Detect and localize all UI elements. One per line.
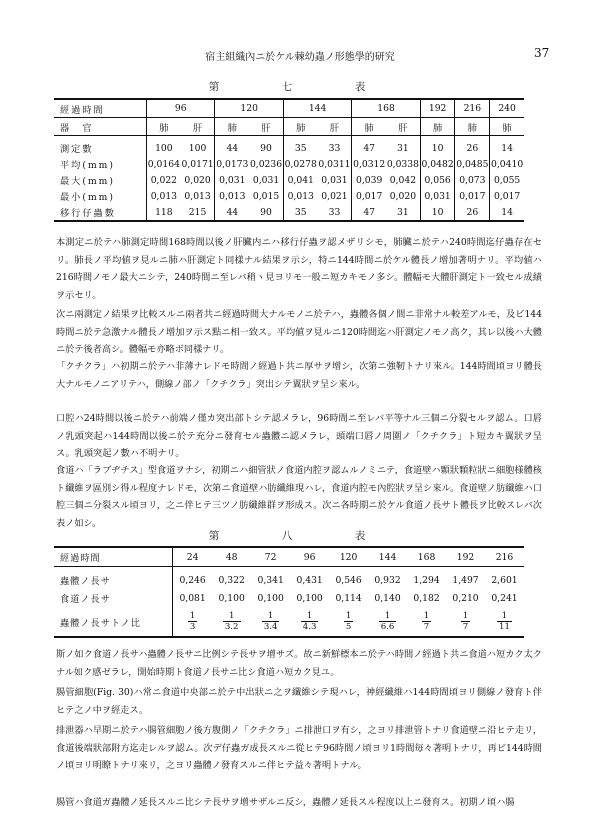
ratio-fraction: $\frac{1}{6.6}$ <box>380 611 395 632</box>
table7-row-label: 最大(mm) <box>54 172 147 188</box>
table7-cell: 0,031 <box>420 188 455 204</box>
table8-cell: 0,114 <box>335 592 362 604</box>
table7-cell: 0,022 <box>150 174 178 186</box>
table7-cell: 0,042 <box>386 172 420 188</box>
table7-cell: 0,0236 <box>249 156 283 172</box>
body-paragraph: 食道ハ「ラブヂチス」型食道ヲナシ，初期ニハ細管狀ノ食道内腔ヲ認ムルノミニテ，食道壁ハ顆狀顆粒狀ニ細胞様體核ト纖維ヲ區別シ得ル程度ナレドモ，次第ニ食道壁ハ肪纖維現ハレ，食道内腔モ內腔狀ヲ呈シ來ル。食道壁ノ肪纖維ハ口腔三個ニ分裂スル頃ヨリ，之ニ伴ヒテ三ツノ肪纖維群ヲ形成ス。次ニ各時期ニ於ケル食道ノ長サト體長ヲ比較スレバ次表ノ如シ。 <box>56 465 542 529</box>
table7-row-label: 平均(mm) <box>54 156 147 172</box>
table7-row-label: 移行仔蟲數 <box>54 204 147 221</box>
table7-cell: 0,017 <box>455 188 490 204</box>
table7-cell: 0,021 <box>318 188 352 204</box>
table7-row-label: 最小(mm) <box>54 188 147 204</box>
ratio-fraction: $\frac{1}{11}$ <box>499 611 510 632</box>
table7-cell: 33 <box>318 140 352 156</box>
table8-cell: 0,100 <box>257 592 284 604</box>
page-number: 37 <box>534 46 550 60</box>
table8-time-label: 經過時間 <box>54 547 173 567</box>
table7-cell: 90 <box>249 204 283 221</box>
table7-organ-cell: 肺 <box>147 118 181 136</box>
table7-cell: 0,0312 <box>353 158 386 170</box>
table8-time-header: 120 <box>329 547 368 567</box>
table7-cell: 0,013 <box>150 190 178 202</box>
table8-row-label: 蟲體ノ長サトノ比 <box>54 607 173 637</box>
table7-time-label: 經過時間 <box>54 99 147 118</box>
table7-time-header: 216 <box>455 99 490 118</box>
table8-cell: 0,210 <box>452 592 479 604</box>
table8-cell: 0,100 <box>218 592 245 604</box>
table7-cell: 0,0278 <box>284 158 317 170</box>
table7-cell: 0,013 <box>181 188 215 204</box>
table7-cell: 0,0482 <box>420 156 455 172</box>
ratio-fraction: $\frac{1}{3.4}$ <box>263 611 278 632</box>
table-row <box>54 140 524 156</box>
table7-cell: 0,055 <box>493 174 521 186</box>
ratio-fraction: $\frac{1}{7}$ <box>462 611 469 632</box>
table8-row-label: 蟲體ノ長サ <box>54 571 173 589</box>
table7-cell: 0,031 <box>249 172 283 188</box>
table8-time-header: 216 <box>485 547 524 567</box>
table8-row-label: 食道ノ長サ <box>54 589 173 607</box>
table7-organ-cell: 肝 <box>249 118 283 136</box>
table7-organ-cell: 肺 <box>490 118 524 136</box>
table-row <box>54 204 524 221</box>
table7-cell: 0,0171 <box>181 156 215 172</box>
table7-cell: 0,020 <box>181 172 215 188</box>
table7-time-header: 120 <box>215 99 283 118</box>
body-paragraph: 斯ノ如ク食道ノ長サハ蟲體ノ長サニ比例シテ長サヲ增サズ。故ニ新鮮標本ニ於テハ時間ノ經過ト共ニ食道ハ短カク太クナル如ク感ゼラレ，開始時期ト食道ノ長サニ比シ食道ハ短カク見ユ。 <box>56 649 542 678</box>
ratio-fraction: $\frac{1}{7}$ <box>423 611 430 632</box>
table8-cell: 0,246 <box>179 574 206 586</box>
table8-time-header: 144 <box>368 547 407 567</box>
table7-organ-cell: 肺 <box>420 118 455 136</box>
table7-cell: 90 <box>249 140 283 156</box>
table7-cell: 0,015 <box>249 188 283 204</box>
table8-cell: 1,294 <box>413 574 440 586</box>
table7-cell: 0,013 <box>219 190 246 202</box>
table7-organ-cell: 肝 <box>318 118 352 136</box>
table7-cell: 0,0164 <box>147 158 180 170</box>
table7-cell: 0,017 <box>356 190 383 202</box>
table-row <box>54 589 524 607</box>
table8-cell: 0,140 <box>374 592 401 604</box>
table7-organ-cell: 肺 <box>455 118 490 136</box>
table7-cell: 47 <box>363 206 376 218</box>
table7-cell: 0,0338 <box>386 156 420 172</box>
ratio-fraction: $\frac{1}{4.3}$ <box>302 611 317 632</box>
ratio-fraction: $\frac{1}{5}$ <box>345 611 352 632</box>
table8-cell: 0,081 <box>179 592 206 604</box>
table7-cell: 47 <box>363 142 376 154</box>
table8-cell: 0,182 <box>413 592 440 604</box>
table8-cell: 0,431 <box>296 574 323 586</box>
table-row <box>54 156 524 172</box>
table8-cell: 0,341 <box>257 574 284 586</box>
table7-organ-cell: 肺 <box>283 118 317 136</box>
table7-cell: 0,0173 <box>216 158 249 170</box>
table7-cell: 0,031 <box>219 174 246 186</box>
table7-cell: 31 <box>386 140 420 156</box>
table7-cell: 0,073 <box>455 172 490 188</box>
table-8 <box>54 546 524 638</box>
running-title: 宿主組織內ニ於ケル棘幼蟲ノ形態學的研究 <box>205 52 395 63</box>
table7-cell: 26 <box>455 204 490 221</box>
table7-cell: 0,013 <box>287 190 314 202</box>
table7-time-header: 192 <box>420 99 455 118</box>
table7-cell: 0,056 <box>420 172 455 188</box>
table7-cell: 100 <box>181 140 215 156</box>
table7-cell: 35 <box>294 206 307 218</box>
body-paragraph: 口腔ハ24時間以後ニ於テハ前端ノ僅カ突出部トシテ認メラレ，96時間ニ至レバ平等ナル三個ニ分裂セルヲ認ム。口唇ノ乳頭突起ハ144時間以後ニ於テ充分ニ發育セル蟲體ニ認メラレ，頭端口唇ノ周圍ノ「クチクラ」ト短カキ翼狀ヲ呈ス。乳頭突起ノ數ハ不明ナリ。 <box>56 413 542 460</box>
table7-cell: 0,0410 <box>491 158 524 170</box>
table-row <box>54 571 524 589</box>
ratio-fraction: $\frac{1}{3.2}$ <box>224 611 239 632</box>
table7-cell: 44 <box>226 142 239 154</box>
table8-time-header: 48 <box>212 547 251 567</box>
body-paragraph: 腸管ハ食道ガ蟲體ノ延長スルニ比シテ長サヲ增サザルニ反シ，蟲體ノ延長スル程度以上ニ發育ス。初期ノ頃ハ腸 <box>56 797 515 808</box>
body-paragraph: 次ニ兩測定ノ結果ヲ比較スルニ兩者共ニ經過時間大ナルモノニ於テハ，蟲體各個ノ間ニ非常ナル較差アルモ，及ビ144時間ニ於テ急激ナル體長ノ增加ヲ示ス點ニ相一致ス。平均値ヲ見ルニ120時間迄ハ肝測定ノモノ高ク，其レ以後ハ大體ニ於テ後者高シ。體幅モ亦略ボ同樣ナリ。 <box>56 309 542 356</box>
table7-organ-cell: 肝 <box>386 118 420 136</box>
table7-time-header: 240 <box>490 99 524 118</box>
table8-cell: 0,322 <box>218 574 245 586</box>
table7-cell: 0,0485 <box>455 156 490 172</box>
table7-cell: 26 <box>455 140 490 156</box>
table7-cell: 0,039 <box>356 174 383 186</box>
table7-cell: 31 <box>386 204 420 221</box>
table7-organ-cell: 肺 <box>352 118 386 136</box>
table8-cell: 1,497 <box>452 574 479 586</box>
table7-cell: 33 <box>318 204 352 221</box>
table7-cell: 0,041 <box>287 174 314 186</box>
table7-organ-label: 器 官 <box>54 118 147 136</box>
table8-time-header: 96 <box>290 547 329 567</box>
table7-cell: 0,031 <box>318 172 352 188</box>
table7-title: 第 七 表 <box>208 81 392 93</box>
table-row <box>54 172 524 188</box>
table8-cell: 0,546 <box>335 574 362 586</box>
ratio-fraction: $\frac{1}{3}$ <box>189 611 196 632</box>
table-row <box>54 188 524 204</box>
table7-cell: 0,020 <box>386 188 420 204</box>
table8-cell: 0,932 <box>374 574 401 586</box>
table8-time-header: 192 <box>446 547 485 567</box>
table7-time-header: 168 <box>352 99 420 118</box>
table8-cell: 0,241 <box>491 592 518 604</box>
body-paragraph: 本測定ニ於テハ肺測定時間168時間以後ノ肝臟内ニハ移行仔蟲ヲ認メザリシモ，肺臟ニ於テハ240時間迄仔蟲存在セリ。肺長ノ平均値ヲ見ルニ肺ハ肝測定ト同樣ナル結果ヲ示シ，特ニ144時間ニ於ケル體長ノ增加著明ナリ。平均値ハ216時間ノモノ最大ニシテ，240時間ニ至レバ稍ヽ見ヨリモ一般ニ短カキモノ多シ。體幅モ大體肝測定ト一致セル成績ヲ示セリ。 <box>56 237 542 301</box>
table7-cell: 215 <box>181 204 215 221</box>
table8-cell: 2,601 <box>491 574 518 586</box>
table8-time-header: 168 <box>407 547 446 567</box>
body-paragraph: 「クチクラ」ハ初期ニ於テハ非薄ナレドモ時間ノ經過ト共ニ厚サヲ增シ，次第ニ強靭トナリ來ル。144時間頃ヨリ體長大ナルモノニアリテハ，側線ノ部ノ「クチクラ」突出シテ翼狀ヲ呈シ來ル。 <box>56 361 542 390</box>
table7-cell: 44 <box>226 206 239 218</box>
table7-cell: 35 <box>294 142 307 154</box>
table-7 <box>54 98 524 222</box>
body-paragraph: 腸管細胞(Fig. 30)ハ常ニ食道中央部ニ於テ中出狀ニ之ヲ纖維シテ現ハレ，神經纖維ハ144時間頃ヨリ側線ノ發育ト伴ヒテ之ノ中ヲ經走ス。 <box>56 687 542 716</box>
table7-cell: 10 <box>420 204 455 221</box>
table7-cell: 118 <box>155 206 173 218</box>
table7-cell: 0,017 <box>493 190 521 202</box>
table8-cell: 0,100 <box>296 592 323 604</box>
table8-title: 第 八 表 <box>208 530 392 542</box>
table-row <box>54 607 524 637</box>
table7-cell: 10 <box>420 140 455 156</box>
table7-organ-cell: 肝 <box>181 118 215 136</box>
table7-cell: 0,0311 <box>318 156 352 172</box>
table7-cell: 14 <box>501 206 513 218</box>
table7-time-header: 144 <box>283 99 351 118</box>
table7-cell: 100 <box>155 142 173 154</box>
table7-row-label: 測定數 <box>54 140 147 156</box>
table7-organ-cell: 肺 <box>215 118 249 136</box>
table8-time-header: 24 <box>173 547 213 567</box>
body-paragraph: 排泄器ハ早期ニ於テハ腸管細胞ノ後方腹側ノ「クチクラ」ニ排泄口ヲ有シ，之ヨリ排泄管トナリ食道壁ニ沿ヒテ走リ，食道後端狀部附方迄走レルヲ認ム。次デ仔蟲ガ成長スルニ從ヒテ96時間ノ頃ヨリ1時間毎々著明トナリ，再ビ144時間ノ頃ヨリ明瞭トナリ來リ，之ヨリ蟲體ノ發育スルニ伴ヒテ益々著明トナル。 <box>56 725 542 772</box>
table8-time-header: 72 <box>251 547 290 567</box>
table7-cell: 14 <box>501 142 513 154</box>
table7-time-header: 96 <box>147 99 215 118</box>
